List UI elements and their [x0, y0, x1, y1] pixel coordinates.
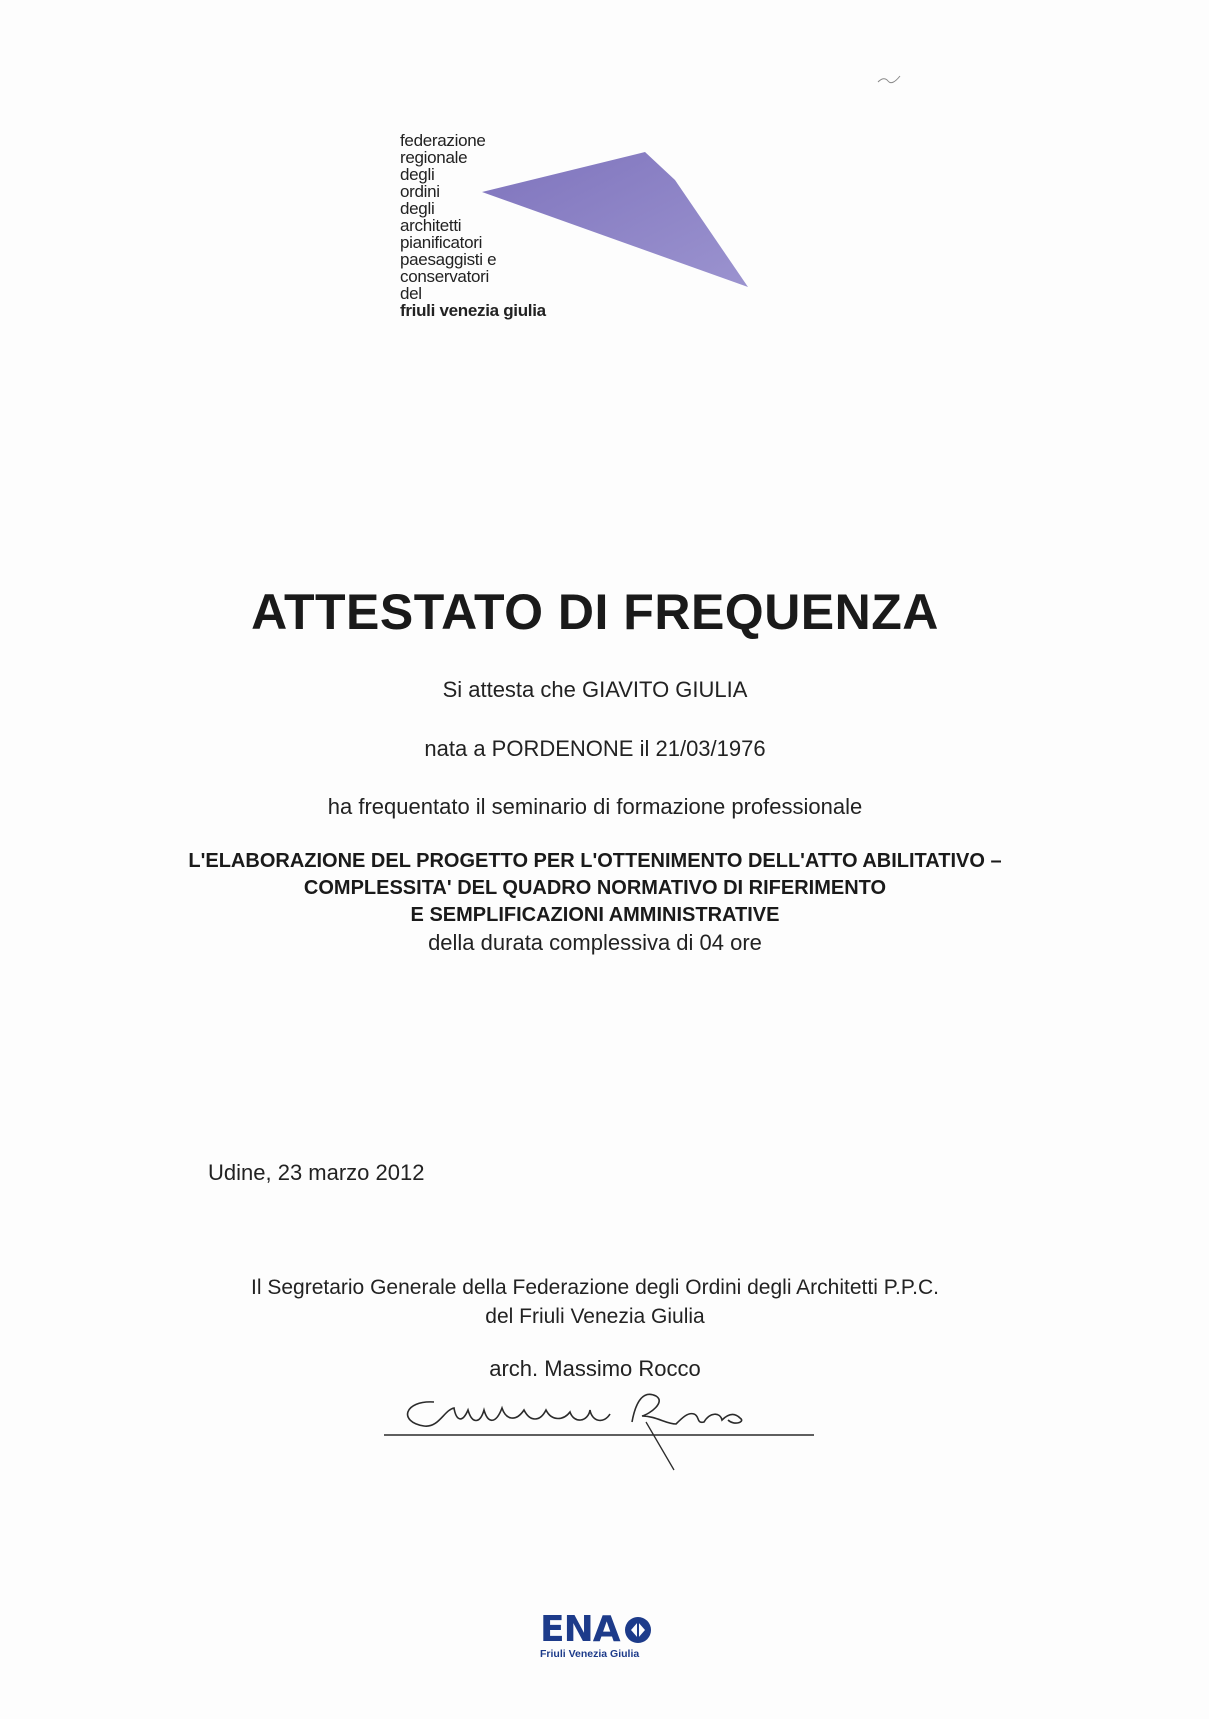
seminar-title-line: E SEMPLIFICAZIONI AMMINISTRATIVE [410, 904, 780, 926]
birth-line: nata a PORDENONE il 21/03/1976 [424, 736, 766, 761]
logo-line: ordini [400, 182, 440, 201]
logo-line: degli [400, 165, 435, 184]
enaip-logo-wordmark: ENA [540, 1609, 620, 1650]
logo-line: architetti [400, 216, 462, 235]
seminar-title-line: COMPLESSITA' DEL QUADRO NORMATIVO DI RIFERIMENTO [303, 877, 887, 899]
logo-line: regionale [400, 148, 468, 167]
logo-line: del [400, 284, 422, 303]
signatory-title-line: Il Segretario Generale della Federazione degli Ordini degli Architetti P.P.C. [251, 1276, 939, 1299]
seminar-title [0, 848, 1190, 929]
enaip-logo [540, 1609, 660, 1672]
signatory-title-line: del Friuli Venezia Giulia [485, 1305, 705, 1328]
duration-line: della durata complessiva di 04 ore [428, 930, 762, 955]
handwritten-signature [384, 1380, 824, 1480]
federation-logo [400, 132, 780, 352]
scan-mark [876, 72, 906, 86]
certificate-title: ATTESTATO DI FREQUENZA [251, 584, 939, 640]
logo-line: degli [400, 199, 435, 218]
signatory-name: arch. Massimo Rocco [489, 1356, 701, 1381]
logo-line: paesaggisti e [400, 250, 497, 269]
logo-region: friuli venezia giulia [400, 301, 546, 320]
logo-line: pianificatori [400, 233, 483, 252]
seminar-title-line: L'ELABORAZIONE DEL PROGETTO PER L'OTTENIMENTO DELL'ATTO ABILITATIVO – [188, 850, 1002, 872]
attestation-line: Si attesta che GIAVITO GIULIA [442, 677, 748, 702]
logo-line: federazione [400, 131, 486, 150]
enaip-logo-subtitle: Friuli Venezia Giulia [540, 1648, 640, 1660]
enaip-logo-mark-icon [622, 1615, 654, 1645]
place-date: Udine, 23 marzo 2012 [208, 1160, 425, 1185]
signatory-title [0, 1273, 1190, 1331]
logo-line: conservatori [400, 267, 489, 286]
federation-logo-shape [480, 152, 760, 302]
attendance-line: ha frequentato il seminario di formazione professionale [327, 794, 863, 819]
